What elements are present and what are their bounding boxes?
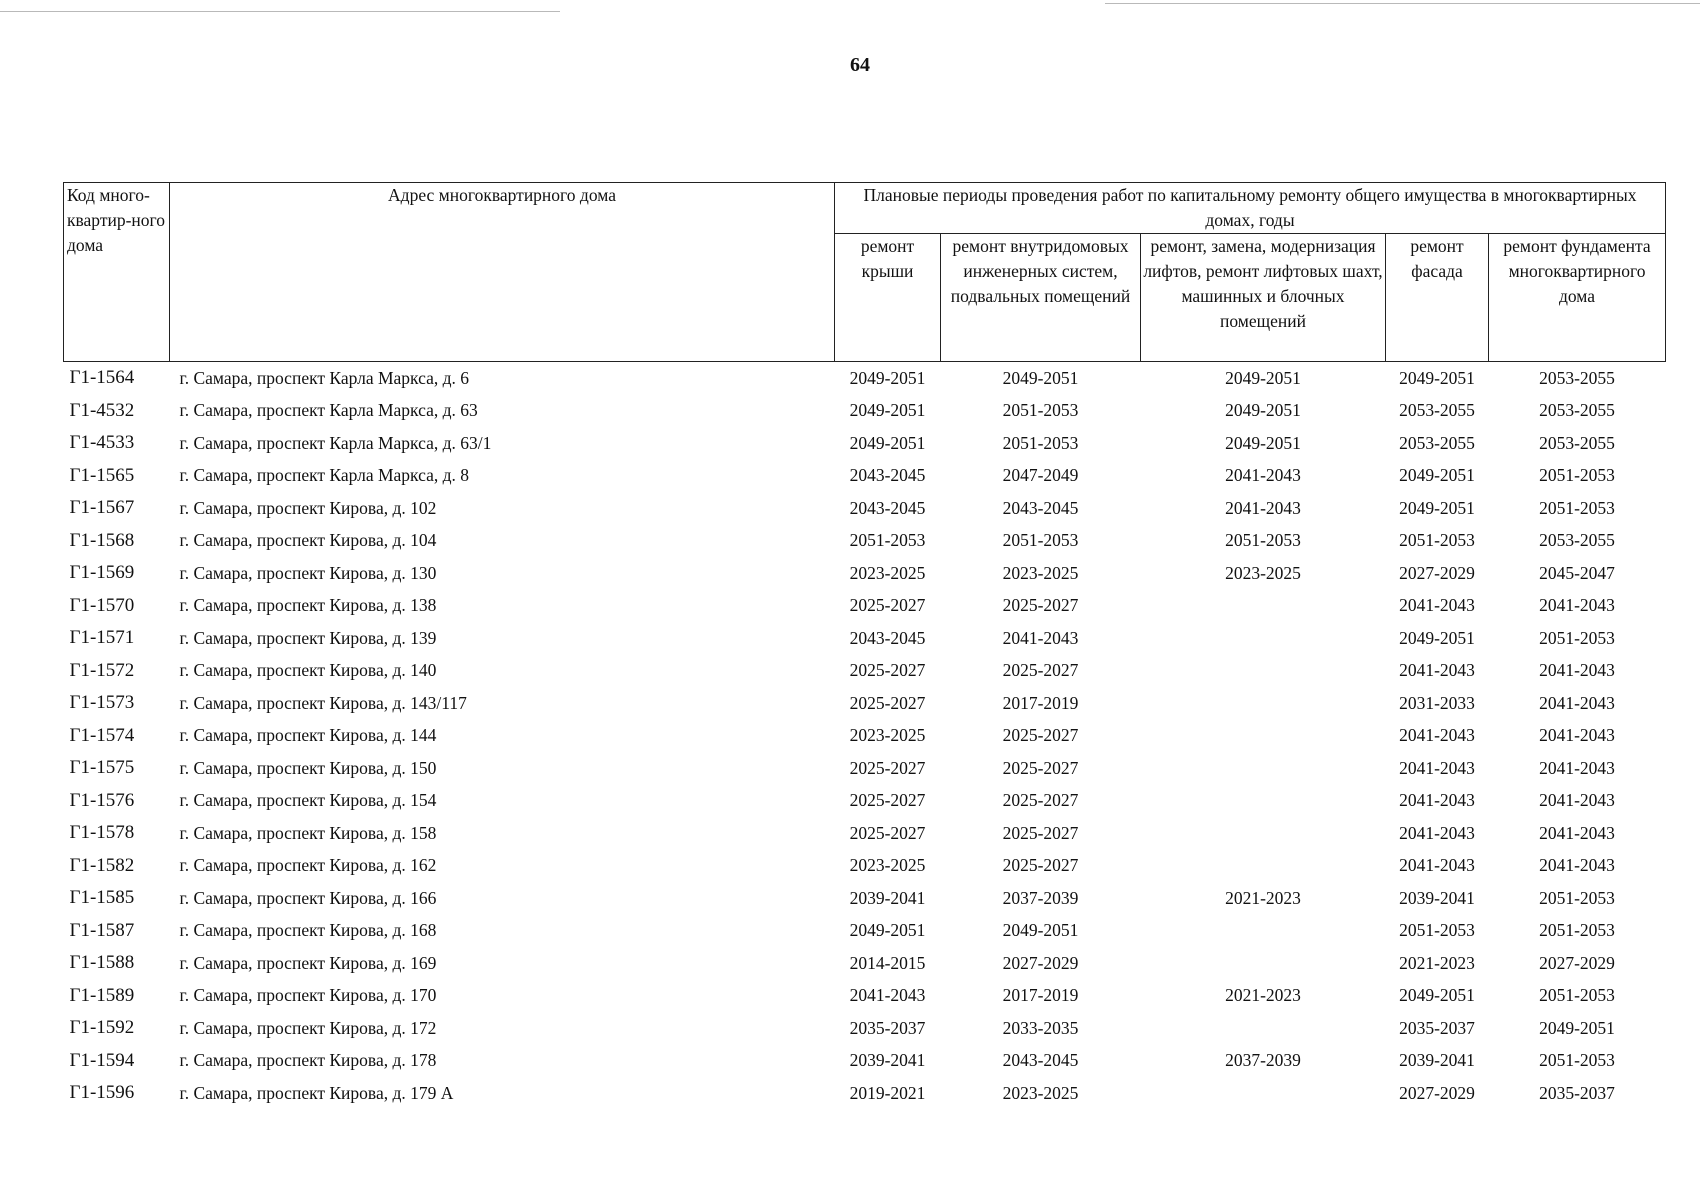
cell-address: г. Самара, проспект Карла Маркса, д. 8 — [179, 465, 470, 486]
cell-systems: 2049-2051 — [1002, 367, 1079, 388]
cell-lifts — [1141, 850, 1386, 883]
cell-lifts: 2041-2043 — [1225, 497, 1301, 518]
scan-edge-left — [0, 11, 560, 12]
cell-address: г. Самара, проспект Кирова, д. 168 — [179, 920, 437, 941]
table-row — [64, 460, 1666, 493]
cell-systems: 2025-2027 — [1002, 822, 1079, 843]
cell-foundation: 2041-2043 — [1539, 692, 1615, 713]
cell-address: г. Самара, проспект Кирова, д. 102 — [179, 497, 437, 518]
col-header-lifts: ремонт, замена, модернизация лифтов, ремонт лифтовых шахт, машинных и блочных помещений — [1141, 234, 1386, 362]
cell-systems: 2051-2053 — [1002, 432, 1079, 453]
cell-address: г. Самара, проспект Карла Маркса, д. 63 — [179, 400, 478, 421]
table-row — [64, 557, 1666, 590]
cell-facade: 2041-2043 — [1399, 660, 1475, 681]
cell-systems: 2043-2045 — [1002, 497, 1079, 518]
cell-roof: 2039-2041 — [849, 1050, 926, 1071]
page-number: 64 — [850, 54, 870, 76]
table-row — [64, 687, 1666, 720]
cell-roof: 2025-2027 — [849, 595, 926, 616]
cell-address: г. Самара, проспект Карла Маркса, д. 6 — [179, 367, 470, 388]
cell-foundation: 2041-2043 — [1539, 660, 1615, 681]
cell-facade: 2041-2043 — [1399, 757, 1475, 778]
cell-lifts: 2021-2023 — [1225, 985, 1301, 1006]
cell-roof: 2019-2021 — [849, 1082, 926, 1103]
cell-foundation: 2053-2055 — [1539, 400, 1615, 421]
cell-foundation: 2041-2043 — [1539, 822, 1615, 843]
cell-lifts: 2051-2053 — [1225, 530, 1301, 551]
cell-systems: 2017-2019 — [1002, 692, 1079, 713]
cell-foundation: 2027-2029 — [1539, 952, 1615, 973]
cell-code: Г1-1578 — [69, 822, 135, 844]
cell-roof: 2025-2027 — [849, 790, 926, 811]
cell-code: Г1-1568 — [69, 529, 135, 551]
cell-facade: 2041-2043 — [1399, 790, 1475, 811]
cell-code: Г1-1585 — [69, 887, 135, 909]
cell-lifts — [1141, 622, 1386, 655]
table-row — [64, 850, 1666, 883]
cell-address: г. Самара, проспект Кирова, д. 179 А — [179, 1082, 454, 1103]
cell-code: Г1-1569 — [69, 562, 135, 584]
cell-roof: 2023-2025 — [849, 725, 926, 746]
table-row — [64, 882, 1666, 915]
cell-systems: 2049-2051 — [1002, 920, 1079, 941]
cell-roof: 2035-2037 — [849, 1017, 926, 1038]
table-row — [64, 395, 1666, 428]
cell-roof: 2049-2051 — [849, 367, 926, 388]
cell-lifts: 2049-2051 — [1225, 432, 1301, 453]
col-header-systems: ремонт внутридомовых инженерных систем, подвальных помещений — [941, 234, 1141, 362]
cell-code: Г1-4533 — [69, 432, 135, 454]
cell-address: г. Самара, проспект Кирова, д. 166 — [179, 887, 437, 908]
cell-facade: 2049-2051 — [1399, 627, 1475, 648]
cell-facade: 2021-2023 — [1399, 952, 1475, 973]
cell-code: Г1-1565 — [69, 464, 135, 486]
cell-lifts — [1141, 1012, 1386, 1045]
cell-address: г. Самара, проспект Кирова, д. 139 — [179, 627, 437, 648]
cell-systems: 2025-2027 — [1002, 855, 1079, 876]
cell-roof: 2043-2045 — [849, 627, 926, 648]
table-row — [64, 785, 1666, 818]
cell-foundation: 2041-2043 — [1539, 790, 1615, 811]
cell-foundation: 2051-2053 — [1539, 497, 1615, 518]
cell-systems: 2041-2043 — [1002, 627, 1079, 648]
table-row — [64, 1045, 1666, 1078]
cell-foundation: 2053-2055 — [1539, 530, 1615, 551]
cell-facade: 2035-2037 — [1399, 1017, 1475, 1038]
cell-systems: 2047-2049 — [1002, 465, 1079, 486]
cell-foundation: 2051-2053 — [1539, 465, 1615, 486]
cell-systems: 2025-2027 — [1002, 595, 1079, 616]
cell-code: Г1-1573 — [69, 692, 135, 714]
cell-lifts — [1141, 655, 1386, 688]
table-row — [64, 947, 1666, 980]
cell-address: г. Самара, проспект Кирова, д. 169 — [179, 952, 437, 973]
cell-roof: 2049-2051 — [849, 920, 926, 941]
col-header-roof: ремонт крыши — [835, 234, 941, 362]
cell-lifts: 2023-2025 — [1225, 562, 1301, 583]
cell-facade: 2041-2043 — [1399, 725, 1475, 746]
cell-facade: 2041-2043 — [1399, 822, 1475, 843]
table-row — [64, 492, 1666, 525]
table-row — [64, 622, 1666, 655]
cell-facade: 2027-2029 — [1399, 1082, 1475, 1103]
table-row — [64, 525, 1666, 558]
cell-lifts — [1141, 947, 1386, 980]
cell-foundation: 2041-2043 — [1539, 855, 1615, 876]
cell-lifts — [1141, 590, 1386, 623]
cell-facade: 2039-2041 — [1399, 1050, 1475, 1071]
cell-roof: 2043-2045 — [849, 465, 926, 486]
cell-facade: 2039-2041 — [1399, 887, 1475, 908]
cell-systems: 2023-2025 — [1002, 562, 1079, 583]
cell-systems: 2023-2025 — [1002, 1082, 1079, 1103]
cell-lifts — [1141, 785, 1386, 818]
cell-address: г. Самара, проспект Кирова, д. 104 — [179, 530, 437, 551]
cell-code: Г1-1582 — [69, 854, 135, 876]
table-row — [64, 720, 1666, 753]
cell-roof: 2025-2027 — [849, 692, 926, 713]
cell-facade: 2041-2043 — [1399, 595, 1475, 616]
col-header-foundation: ремонт фундамента многоквартирного дома — [1489, 234, 1666, 362]
cell-lifts — [1141, 915, 1386, 948]
cell-roof: 2049-2051 — [849, 400, 926, 421]
cell-facade: 2031-2033 — [1399, 692, 1475, 713]
table-row — [64, 362, 1666, 395]
cell-roof: 2041-2043 — [849, 985, 926, 1006]
cell-foundation: 2051-2053 — [1539, 1050, 1615, 1071]
cell-foundation: 2053-2055 — [1539, 432, 1615, 453]
cell-facade: 2053-2055 — [1399, 400, 1475, 421]
cell-lifts: 2049-2051 — [1225, 400, 1301, 421]
cell-systems: 2017-2019 — [1002, 985, 1079, 1006]
cell-facade: 2041-2043 — [1399, 855, 1475, 876]
table-row — [64, 427, 1666, 460]
cell-roof: 2049-2051 — [849, 432, 926, 453]
cell-roof: 2039-2041 — [849, 887, 926, 908]
table-row — [64, 655, 1666, 688]
cell-code: Г1-1592 — [69, 1017, 135, 1039]
cell-roof: 2051-2053 — [849, 530, 926, 551]
cell-lifts: 2049-2051 — [1225, 367, 1301, 388]
table-row — [64, 752, 1666, 785]
cell-systems: 2043-2045 — [1002, 1050, 1079, 1071]
cell-systems: 2025-2027 — [1002, 757, 1079, 778]
cell-code: Г1-1575 — [69, 757, 135, 779]
cell-code: Г1-1576 — [69, 789, 135, 811]
cell-foundation: 2051-2053 — [1539, 985, 1615, 1006]
cell-lifts — [1141, 687, 1386, 720]
cell-code: Г1-1587 — [69, 919, 135, 941]
repair-schedule-table — [63, 182, 1666, 1110]
cell-foundation: 2051-2053 — [1539, 920, 1615, 941]
cell-lifts — [1141, 720, 1386, 753]
cell-address: г. Самара, проспект Кирова, д. 138 — [179, 595, 437, 616]
cell-address: г. Самара, проспект Кирова, д. 154 — [179, 790, 437, 811]
cell-lifts — [1141, 817, 1386, 850]
cell-address: г. Самара, проспект Кирова, д. 170 — [179, 985, 437, 1006]
table-row — [64, 817, 1666, 850]
cell-address: г. Самара, проспект Карла Маркса, д. 63/1 — [179, 432, 492, 453]
cell-code: Г1-1574 — [69, 724, 135, 746]
table-row — [64, 915, 1666, 948]
cell-facade: 2027-2029 — [1399, 562, 1475, 583]
cell-address: г. Самара, проспект Кирова, д. 150 — [179, 757, 437, 778]
cell-roof: 2023-2025 — [849, 562, 926, 583]
table-row — [64, 1012, 1666, 1045]
cell-code: Г1-4532 — [69, 399, 135, 421]
col-header-address: Адрес многоквартирного дома — [170, 183, 835, 362]
cell-systems: 2025-2027 — [1002, 790, 1079, 811]
cell-foundation: 2041-2043 — [1539, 725, 1615, 746]
cell-address: г. Самара, проспект Кирова, д. 162 — [179, 855, 437, 876]
cell-foundation: 2041-2043 — [1539, 757, 1615, 778]
cell-foundation: 2051-2053 — [1539, 887, 1615, 908]
cell-lifts: 2021-2023 — [1225, 887, 1301, 908]
cell-address: г. Самара, проспект Кирова, д. 143/117 — [179, 692, 467, 713]
cell-roof: 2025-2027 — [849, 822, 926, 843]
cell-lifts — [1141, 752, 1386, 785]
cell-address: г. Самара, проспект Кирова, д. 140 — [179, 660, 437, 681]
cell-systems: 2051-2053 — [1002, 530, 1079, 551]
cell-foundation: 2051-2053 — [1539, 627, 1615, 648]
cell-foundation: 2041-2043 — [1539, 595, 1615, 616]
table-row — [64, 1077, 1666, 1110]
cell-foundation: 2035-2037 — [1539, 1082, 1615, 1103]
col-header-group: Плановые периоды проведения работ по капитальному ремонту общего имущества в многоквартирных домах, годы — [835, 183, 1666, 234]
cell-code: Г1-1564 — [69, 367, 135, 389]
cell-facade: 2049-2051 — [1399, 465, 1475, 486]
table-row — [64, 980, 1666, 1013]
col-header-code: Код много-квартир-ного дома — [64, 183, 170, 362]
cell-facade: 2053-2055 — [1399, 432, 1475, 453]
cell-foundation: 2053-2055 — [1539, 367, 1615, 388]
cell-systems: 2025-2027 — [1002, 660, 1079, 681]
cell-systems: 2051-2053 — [1002, 400, 1079, 421]
col-header-facade: ремонт фасада — [1386, 234, 1489, 362]
cell-facade: 2049-2051 — [1399, 985, 1475, 1006]
cell-code: Г1-1589 — [69, 984, 135, 1006]
cell-lifts: 2041-2043 — [1225, 465, 1301, 486]
cell-roof: 2043-2045 — [849, 497, 926, 518]
cell-code: Г1-1571 — [69, 627, 135, 649]
cell-roof: 2014-2015 — [849, 952, 926, 973]
cell-systems: 2027-2029 — [1002, 952, 1079, 973]
cell-code: Г1-1567 — [69, 497, 135, 519]
cell-systems: 2037-2039 — [1002, 887, 1079, 908]
cell-roof: 2025-2027 — [849, 757, 926, 778]
cell-code: Г1-1588 — [69, 952, 135, 974]
cell-address: г. Самара, проспект Кирова, д. 158 — [179, 822, 437, 843]
cell-foundation: 2049-2051 — [1539, 1017, 1615, 1038]
cell-facade: 2051-2053 — [1399, 920, 1475, 941]
cell-address: г. Самара, проспект Кирова, д. 130 — [179, 562, 437, 583]
cell-code: Г1-1570 — [69, 594, 135, 616]
cell-roof: 2023-2025 — [849, 855, 926, 876]
scan-edge-right — [1105, 3, 1700, 4]
table-row — [64, 590, 1666, 623]
cell-roof: 2025-2027 — [849, 660, 926, 681]
cell-facade: 2049-2051 — [1399, 497, 1475, 518]
cell-address: г. Самара, проспект Кирова, д. 144 — [179, 725, 437, 746]
cell-lifts — [1141, 1077, 1386, 1110]
cell-code: Г1-1572 — [69, 659, 135, 681]
cell-facade: 2049-2051 — [1399, 367, 1475, 388]
cell-facade: 2051-2053 — [1399, 530, 1475, 551]
cell-lifts: 2037-2039 — [1225, 1050, 1301, 1071]
cell-foundation: 2045-2047 — [1539, 562, 1615, 583]
cell-code: Г1-1594 — [69, 1049, 135, 1071]
cell-address: г. Самара, проспект Кирова, д. 172 — [179, 1017, 437, 1038]
cell-systems: 2033-2035 — [1002, 1017, 1079, 1038]
cell-systems: 2025-2027 — [1002, 725, 1079, 746]
cell-address: г. Самара, проспект Кирова, д. 178 — [179, 1050, 437, 1071]
cell-code: Г1-1596 — [69, 1082, 135, 1104]
